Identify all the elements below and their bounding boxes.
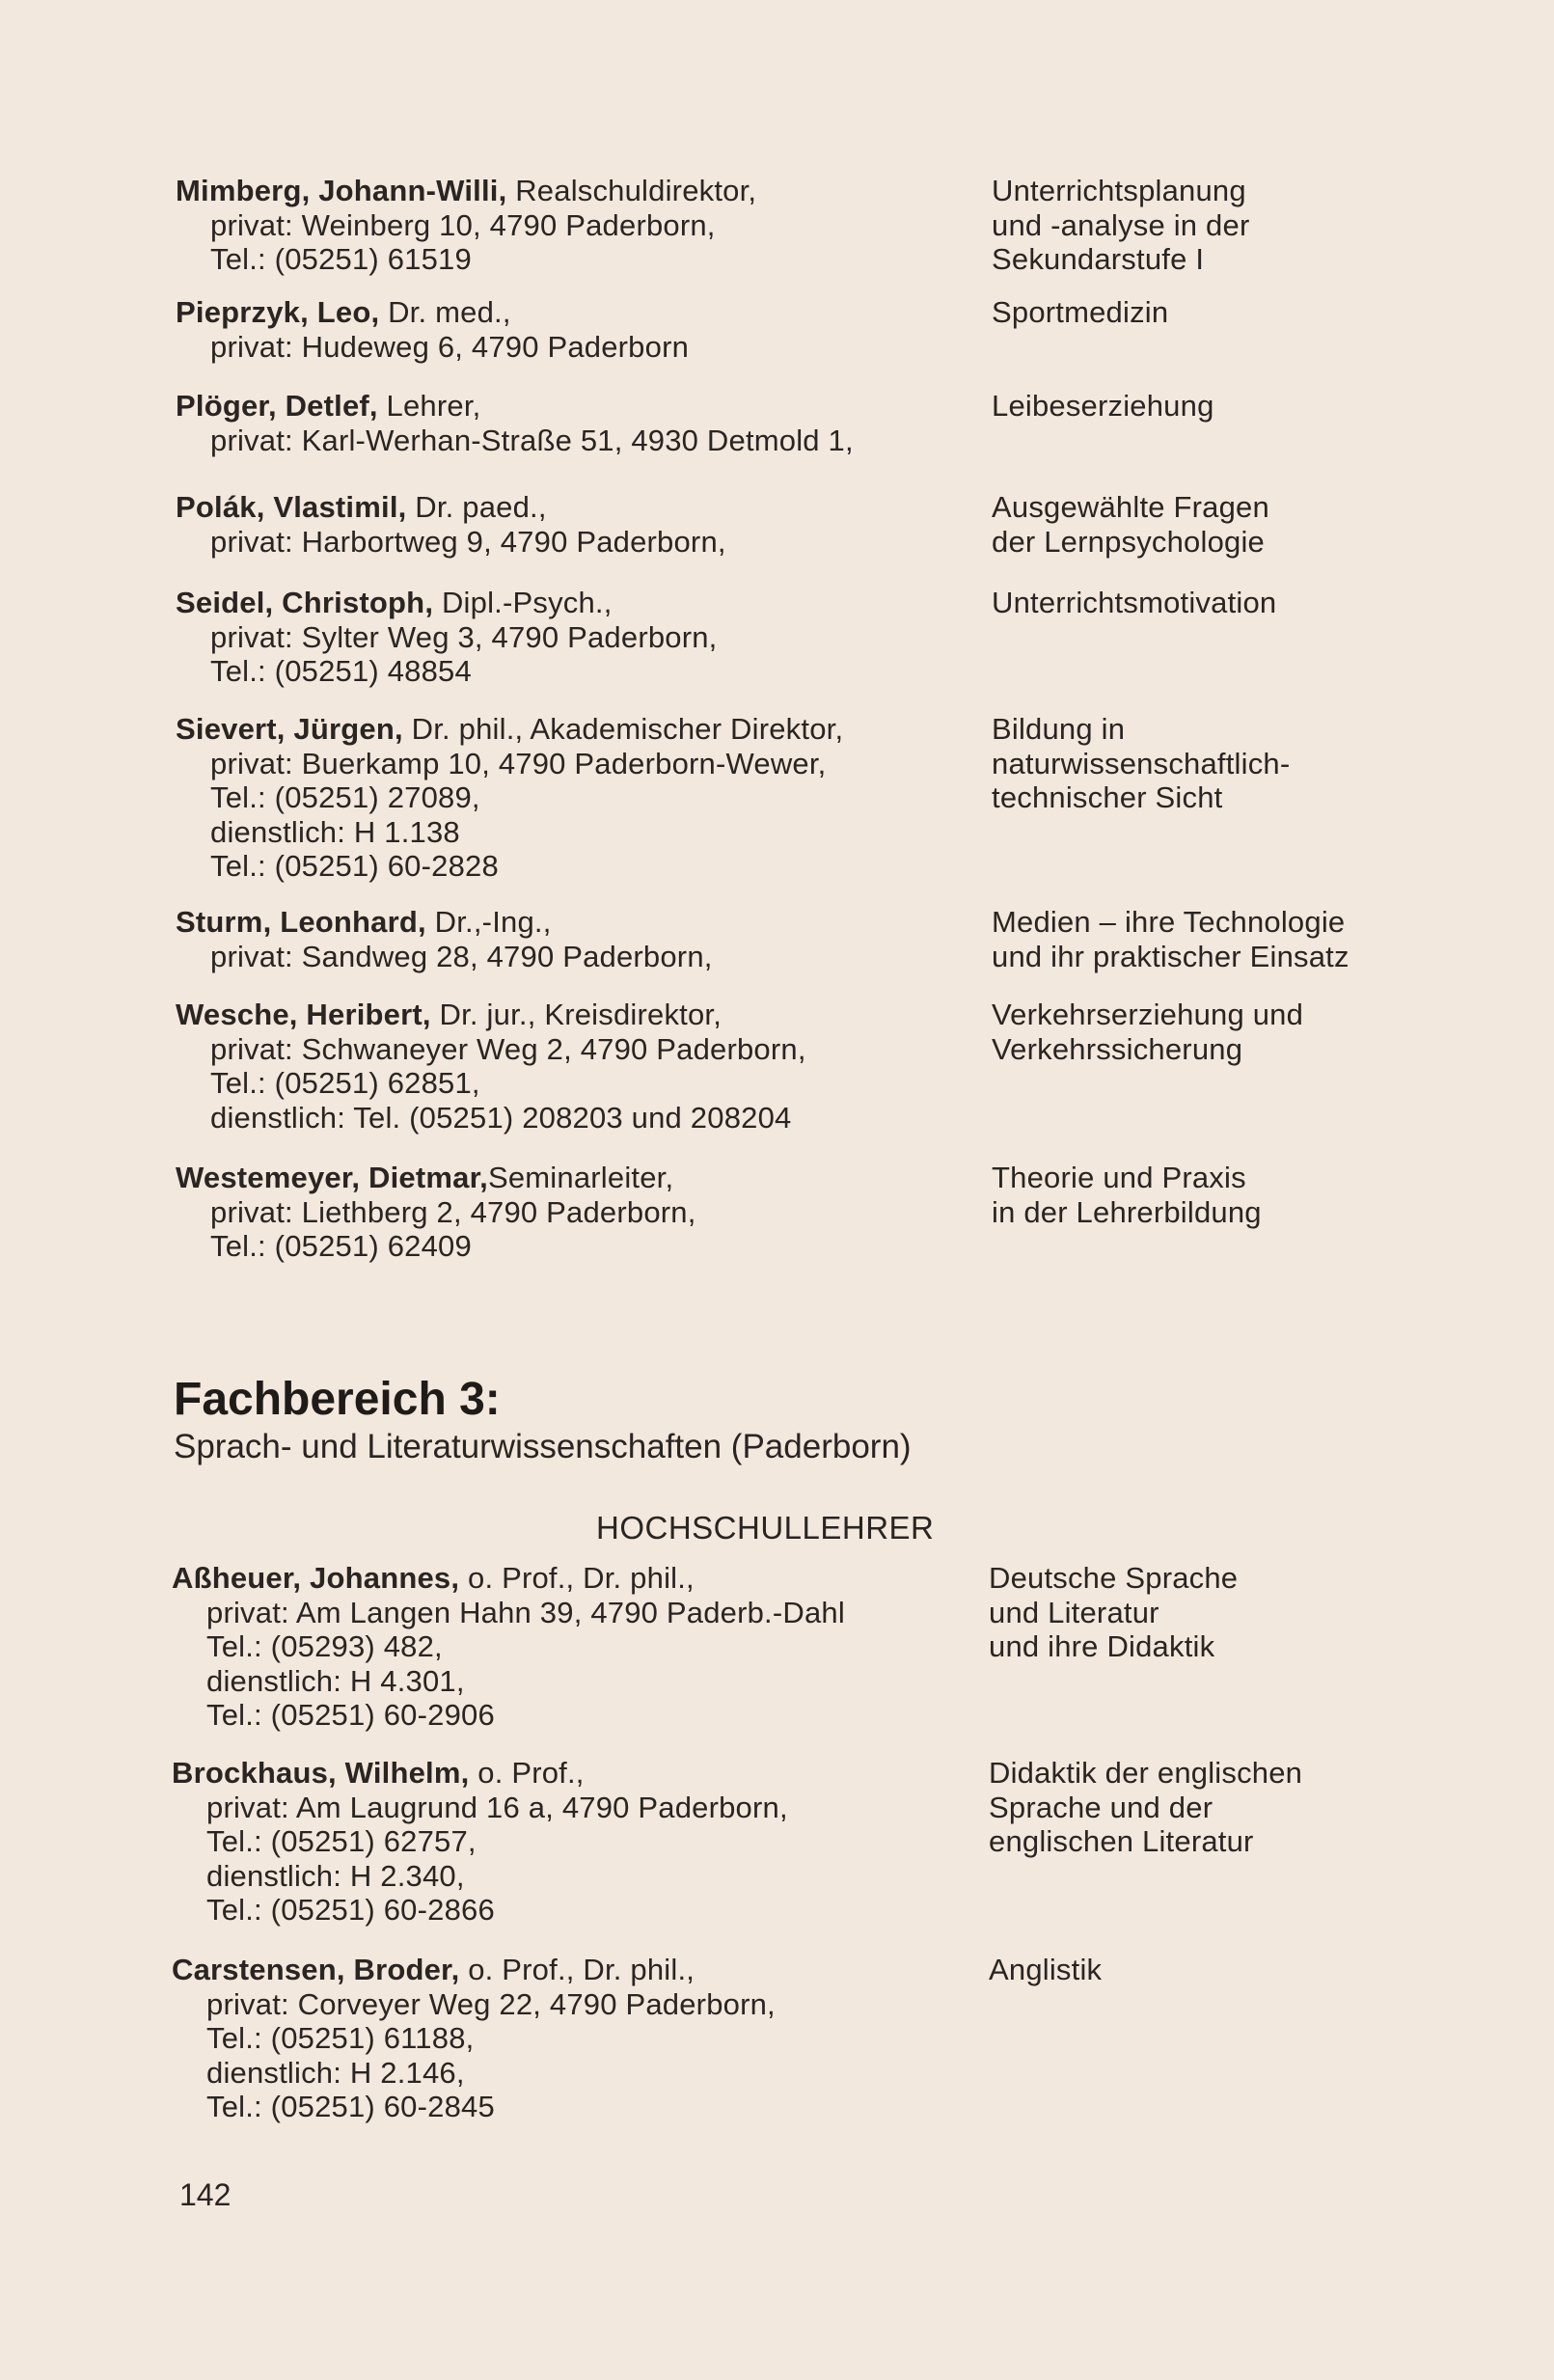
entry-name-line xyxy=(172,1953,972,1987)
contact-line: privat: Schwaneyer Weg 2, 4790 Paderborn, xyxy=(210,1031,806,1066)
person-title: Seminarleiter, xyxy=(487,1161,674,1194)
subject-line: naturwissenschaftlich- xyxy=(992,746,1291,780)
contact-line: Tel.: (05251) 62851, xyxy=(210,1066,480,1100)
subject-line: Deutsche Sprache xyxy=(989,1561,1239,1595)
entry-name-line xyxy=(172,1561,972,1596)
person-name: Sturm, Leonhard, xyxy=(176,905,426,939)
contact-line: privat: Sandweg 28, 4790 Paderborn, xyxy=(210,939,713,973)
entry-person xyxy=(176,295,976,364)
contact-line: Tel.: (05251) 62409 xyxy=(210,1229,472,1263)
entry-person xyxy=(172,1953,972,2124)
contact-line: dienstlich: Tel. (05251) 208203 und 208204 xyxy=(210,1100,792,1135)
entry-person xyxy=(176,712,976,884)
teaching-subject xyxy=(992,490,1532,559)
person-name: Westemeyer, Dietmar, xyxy=(176,1161,488,1194)
contact-line: dienstlich: H 1.138 xyxy=(210,814,460,849)
subject-line: Sportmedizin xyxy=(992,295,1169,329)
person-title: Dr. paed., xyxy=(406,490,547,524)
entry-person xyxy=(176,998,976,1135)
person-name: Aßheuer, Johannes, xyxy=(172,1561,460,1595)
entry-name-line xyxy=(176,295,976,330)
page-number: 142 xyxy=(179,2177,232,2212)
contact-line: privat: Buerkamp 10, 4790 Paderborn-Wewer, xyxy=(210,746,827,780)
contact-line: privat: Harbortweg 9, 4790 Paderborn, xyxy=(210,524,726,559)
teaching-subject xyxy=(992,998,1532,1066)
contact-line: privat: Am Laugrund 16 a, 4790 Paderborn, xyxy=(206,1790,788,1824)
person-name: Seidel, Christoph, xyxy=(176,586,434,619)
subject-line: Unterrichtsplanung xyxy=(992,174,1246,207)
entry-person xyxy=(176,174,976,277)
entry-name-line xyxy=(176,905,976,940)
entry-name-line xyxy=(176,389,976,424)
contact-line: Tel.: (05251) 60-2866 xyxy=(206,1893,495,1927)
entry-name-line xyxy=(172,1756,972,1791)
subject-line: und ihr praktischer Einsatz xyxy=(992,939,1350,973)
subject-line: Verkehrserziehung und xyxy=(992,998,1304,1031)
contact-line: dienstlich: H 2.340, xyxy=(206,1858,465,1893)
teaching-subject xyxy=(992,1161,1532,1229)
subject-line: Ausgewählte Fragen xyxy=(992,490,1269,524)
subject-line: technischer Sicht xyxy=(992,780,1223,814)
subject-line: Medien – ihre Technologie xyxy=(992,905,1346,939)
person-title: Dr. med., xyxy=(379,295,511,329)
entry-person xyxy=(172,1756,972,1928)
person-title: o. Prof., Dr. phil., xyxy=(459,1953,695,1986)
contact-line: Tel.: (05251) 60-2906 xyxy=(206,1698,495,1732)
section-subtitle: Sprach- und Literaturwissenschaften (Paderborn) xyxy=(174,1428,912,1465)
subject-line: Didaktik der englischen xyxy=(989,1756,1303,1790)
teaching-subject xyxy=(992,712,1532,815)
subject-line: Anglistik xyxy=(989,1953,1103,1986)
contact-line: dienstlich: H 2.146, xyxy=(206,2055,465,2090)
contact-line: Tel.: (05251) 60-2828 xyxy=(210,849,499,883)
entry-name-line xyxy=(176,998,976,1032)
person-name: Polák, Vlastimil, xyxy=(176,490,407,524)
person-title: Lehrer, xyxy=(377,389,481,423)
entry-person xyxy=(172,1561,972,1733)
subsection-heading: HOCHSCHULLEHRER xyxy=(596,1510,935,1546)
contact-line: privat: Sylter Weg 3, 4790 Paderborn, xyxy=(210,619,718,654)
person-title: o. Prof., Dr. phil., xyxy=(459,1561,695,1595)
contact-line: Tel.: (05251) 48854 xyxy=(210,654,472,688)
person-title: Dr. phil., Akademischer Direktor, xyxy=(402,712,844,746)
subject-line: in der Lehrerbildung xyxy=(992,1194,1262,1229)
contact-line: privat: Weinberg 10, 4790 Paderborn, xyxy=(210,207,716,242)
person-name: Pieprzyk, Leo, xyxy=(176,295,380,329)
entry-person xyxy=(176,490,976,559)
teaching-subject xyxy=(989,1756,1529,1859)
entry-name-line xyxy=(176,586,976,620)
contact-line: Tel.: (05251) 27089, xyxy=(210,780,480,814)
subject-line: Bildung in xyxy=(992,712,1126,746)
person-name: Plöger, Detlef, xyxy=(176,389,378,423)
contact-line: privat: Am Langen Hahn 39, 4790 Paderb.-Dahl xyxy=(206,1595,845,1629)
contact-line: privat: Hudeweg 6, 4790 Paderborn xyxy=(210,329,690,364)
subject-line: der Lernpsychologie xyxy=(992,524,1265,559)
contact-line: privat: Corveyer Weg 22, 4790 Paderborn, xyxy=(206,1986,776,2021)
entry-name-line xyxy=(176,174,976,208)
subject-line: Sprache und der xyxy=(989,1790,1213,1824)
contact-line: Tel.: (05293) 482, xyxy=(206,1629,443,1663)
entry-person xyxy=(176,389,976,457)
subject-line: englischen Literatur xyxy=(989,1824,1254,1858)
entry-name-line xyxy=(176,1161,976,1195)
contact-line: Tel.: (05251) 61188, xyxy=(206,2021,475,2055)
subject-line: Theorie und Praxis xyxy=(992,1161,1246,1194)
subject-line: und Literatur xyxy=(989,1595,1159,1629)
contact-line: privat: Liethberg 2, 4790 Paderborn, xyxy=(210,1194,696,1229)
entry-person xyxy=(176,1161,976,1264)
person-title: Dipl.-Psych., xyxy=(433,586,613,619)
person-title: Dr.,-Ing., xyxy=(425,905,552,939)
person-title: o. Prof., xyxy=(469,1756,585,1790)
subject-line: Verkehrssicherung xyxy=(992,1031,1243,1066)
person-name: Brockhaus, Wilhelm, xyxy=(172,1756,470,1790)
person-name: Mimberg, Johann-Willi, xyxy=(176,174,507,207)
person-name: Sievert, Jürgen, xyxy=(176,712,403,746)
entry-person xyxy=(176,586,976,689)
teaching-subject xyxy=(992,174,1532,277)
entry-name-line xyxy=(176,712,976,747)
person-name: Wesche, Heribert, xyxy=(176,998,431,1031)
subject-line: Unterrichtsmotivation xyxy=(992,586,1277,619)
contact-line: Tel.: (05251) 62757, xyxy=(206,1824,477,1858)
contact-line: Tel.: (05251) 61519 xyxy=(210,242,472,276)
subject-line: Sekundarstufe I xyxy=(992,242,1205,276)
subject-line: und ihre Didaktik xyxy=(989,1629,1215,1663)
person-title: Realschuldirektor, xyxy=(506,174,757,207)
teaching-subject xyxy=(989,1953,1529,1987)
subject-line: Leibeserziehung xyxy=(992,389,1214,423)
contact-line: privat: Karl-Werhan-Straße 51, 4930 Detmold 1, xyxy=(210,423,854,457)
person-name: Carstensen, Broder, xyxy=(172,1953,460,1986)
section-title: Fachbereich 3: xyxy=(174,1374,501,1425)
teaching-subject xyxy=(992,586,1532,620)
teaching-subject xyxy=(989,1561,1529,1664)
teaching-subject xyxy=(992,389,1532,424)
person-title: Dr. jur., Kreisdirektor, xyxy=(430,998,722,1031)
contact-line: Tel.: (05251) 60-2845 xyxy=(206,2090,495,2123)
entry-person xyxy=(176,905,976,973)
teaching-subject xyxy=(992,295,1532,330)
entry-name-line xyxy=(176,490,976,525)
contact-line: dienstlich: H 4.301, xyxy=(206,1663,465,1698)
subject-line: und -analyse in der xyxy=(992,207,1250,242)
teaching-subject xyxy=(992,905,1532,973)
